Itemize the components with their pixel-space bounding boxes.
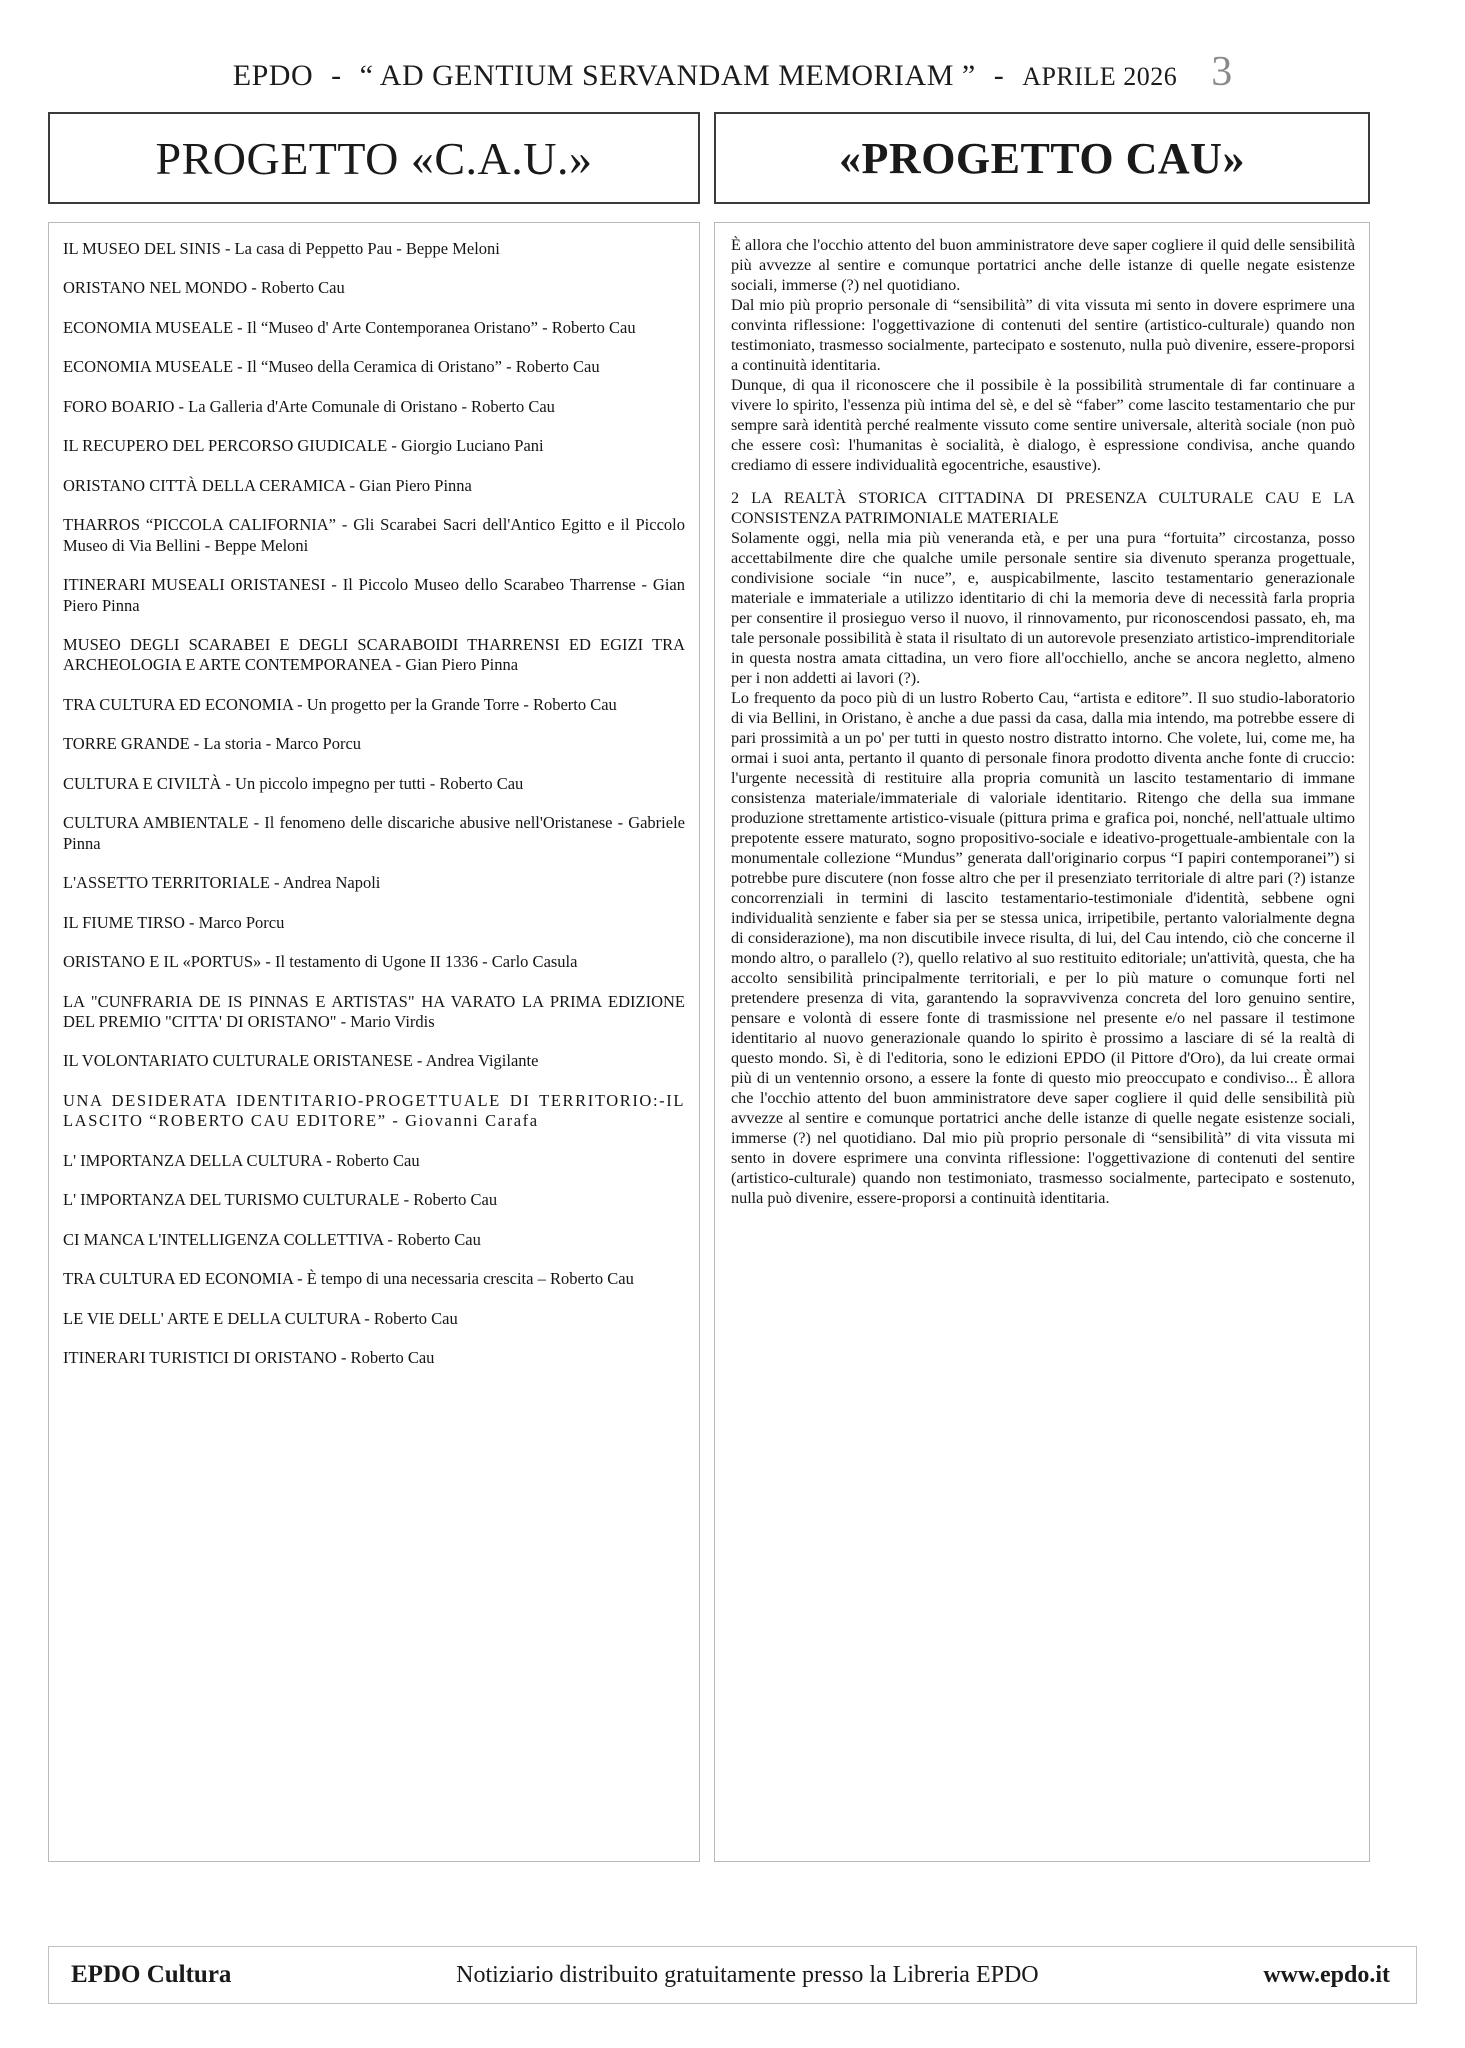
- list-item: IL RECUPERO DEL PERCORSO GIUDICALE - Giorgio Luciano Pani: [63, 436, 544, 456]
- list-item: LA "CUNFRARIA DE IS PINNAS E ARTISTAS" HA VARATO LA PRIMA EDIZIONE DEL PREMIO "CITTA' DI ORISTANO" - Mario Virdis: [63, 991, 685, 1031]
- masthead-dash-1: -: [331, 59, 342, 92]
- list-item: FORO BOARIO - La Galleria d'Arte Comunale di Oristano - Roberto Cau: [63, 396, 555, 416]
- article-paragraph: È allora che l'occhio attento del buon amministratore deve saper cogliere il quid delle sensibilità più avvezze al sentire e comunque portatrici anche delle istanze di quelle negate esistenze sociali, immerse (?) nel quotidiano.: [731, 236, 1355, 294]
- list-item: ECONOMIA MUSEALE - Il “Museo della Ceramica di Oristano” - Roberto Cau: [63, 357, 600, 377]
- title-box-left: [48, 112, 700, 204]
- list-item: ECONOMIA MUSEALE - Il “Museo d' Arte Contemporanea Oristano” - Roberto Cau: [63, 317, 636, 337]
- table-of-contents-column: [48, 222, 700, 1862]
- article-paragraph: Dunque, di qua il riconoscere che il possibile è la possibilità strumentale di far continuare a vivere lo spirito, l'essenza più intima del sè, e del sè “faber” come lascito testamentario che pur sempre sarà identità perché realmente vissuto come sentire universale, alterità sociale (non può che essere così: l'humanitas è socialità, è dialogo, è espressione condivisa, anche quando crediamo di essere individualità egocentriche, esaustive).: [731, 376, 1355, 474]
- page-number: 3: [1211, 49, 1233, 95]
- title-right-text: «PROGETTO CAU»: [839, 133, 1245, 183]
- list-item: MUSEO DEGLI SCARABEI E DEGLI SCARABOIDI THARRENSI ED EGIZI TRA ARCHEOLOGIA E ARTE CONTEMPORANEA - Gian Piero Pinna: [63, 634, 685, 675]
- list-item: TRA CULTURA ED ECONOMIA - È tempo di una necessaria crescita – Roberto Cau: [63, 1269, 634, 1289]
- list-item: CULTURA AMBIENTALE - Il fenomeno delle discariche abusive nell'Oristanese - Gabriele Pinna: [63, 813, 685, 853]
- title-left-text: PROGETTO «C.A.U.»: [155, 132, 593, 184]
- list-item: THARROS “PICCOLA CALIFORNIA” - Gli Scarabei Sacri dell'Antico Egitto e il Piccolo Museo di Via Bellini - Beppe Meloni: [63, 515, 685, 555]
- list-item: L'ASSETTO TERRITORIALE - Andrea Napoli: [63, 873, 381, 893]
- article-paragraph: Dal mio più proprio personale di “sensibilità” di vita vissuta mi sento in dovere esprimere una convinta riflessione: l'oggettivazione di contenuti del sentire (artistico-culturale) quando non testimoniato, trasmesso socialmente, partecipato e sostenuto, nulla può divenire, essere-proporsi a continuità identitaria.: [731, 296, 1355, 374]
- article-paragraph: Solamente oggi, nella mia più veneranda età, e per una pura “fortuita” circostanza, posso accettabilmente dire che qualche umile personale sentire sia divenuto speranza progettuale, condivisione sociale “in nuce”, e, auspicabilmente, lascito testamentario generazionale materiale e immateriale a utilizzo identitario di chi la memoria deve di necessità farla propria per consentire il prosieguo verso il nuovo, il rinnovamento, pur riconoscendosi passato, eh, ma tale personale possibilità è stata il risultato di un autorevole presenziato artistico-imprenditoriale in questa nostra amata cittadina, un vero fiore all'occhiello, anche se ancora negletto, almeno per i non addetti ai lavori (?).: [731, 529, 1355, 687]
- list-item: TRA CULTURA ED ECONOMIA - Un progetto per la Grande Torre - Roberto Cau: [63, 694, 617, 714]
- footer-brand: EPDO Cultura: [71, 1961, 232, 1988]
- list-item: ITINERARI MUSEALI ORISTANESI - Il Piccolo Museo dello Scarabeo Tharrense - Gian Piero Pinna: [63, 575, 685, 615]
- article-section-heading: 2 LA REALTÀ STORICA CITTADINA DI PRESENZA CULTURALE CAU E LA CONSISTENZA PATRIMONIALE MATERIALE: [731, 489, 1355, 527]
- list-item: TORRE GRANDE - La storia - Marco Porcu: [63, 734, 362, 754]
- masthead: [0, 0, 1465, 106]
- footer-description: Notiziario distribuito gratuitamente presso la Libreria EPDO: [456, 1961, 1039, 1988]
- page-footer: [48, 1946, 1417, 2004]
- content-columns: [0, 222, 1465, 1862]
- list-item: UNA DESIDERATA IDENTITARIO-PROGETTUALE DI TERRITORIO:-IL LASCITO “ROBERTO CAU EDITORE” - Giovanni Carafa: [63, 1090, 685, 1131]
- title-row: [0, 112, 1465, 204]
- masthead-publication: EPDO: [232, 59, 314, 92]
- list-item: L' IMPORTANZA DEL TURISMO CULTURALE - Roberto Cau: [63, 1190, 498, 1210]
- masthead-motto: “ AD GENTIUM SERVANDAM MEMORIAM ”: [359, 59, 976, 92]
- title-box-right: [714, 112, 1370, 204]
- footer-website[interactable]: www.epdo.it: [1263, 1961, 1390, 1988]
- list-item: IL VOLONTARIATO CULTURALE ORISTANESE - Andrea Vigilante: [63, 1051, 539, 1071]
- list-item: ORISTANO E IL «PORTUS» - Il testamento di Ugone II 1336 - Carlo Casula: [63, 952, 578, 972]
- list-item: CULTURA E CIVILTÀ - Un piccolo impegno per tutti - Roberto Cau: [63, 773, 524, 793]
- list-item: ORISTANO CITTÀ DELLA CERAMICA - Gian Piero Pinna: [63, 475, 472, 495]
- list-item: LE VIE DELL' ARTE E DELLA CULTURA - Roberto Cau: [63, 1308, 458, 1328]
- list-item: L' IMPORTANZA DELLA CULTURA - Roberto Cau: [63, 1150, 420, 1170]
- article-column: [714, 222, 1370, 1862]
- article-paragraph: Lo frequento da poco più di un lustro Roberto Cau, “artista e editore”. Il suo studio-laboratorio di via Bellini, in Oristano, è anche a due passi da casa, dalla mia intendo, ma potrebbe essere di pari prossimità a un po' per tutti in questo nostro distratto intorno. Che volete, lui, come me, ha ormai i suoi anta, pertanto il quanto di personale finora prodotto diventa anche fonte di cruccio: l'urgente necessità di restituire alla propria comunità un lascito testamentario di immane consistenza materiale/immateriale di valoriale identitario. Ritengo che della sua immane produzione strettamente artistico-visuale (pittura prima e grafica poi, nonché, nell'attuale ultimo prepotente essere maturato, sogno propositivo-sociale e ideativo-progettuale-ambientale con la monumentale collezione “Mundus” generata dall'originario corpus “I papiri contemporanei”) si potrebbe pure discutere (non fosse altro che per il presenziato territoriale di altre pari (?) istanze concorrenziali in termini di lascito testamentario-testimoniale d'identità, sebbene ogni individualità senziente e faber sia per se stessa unica, irripetibile, pertanto valorialmente degna di considerazione), ma non discutibile invece risulta, di lui, del Cau intendo, ciò che concerne il mondo altro, o parallelo (?), quello relativo al suo restituito editoriale; un'attività, questa, che ha accolto sensibilità principalmente territoriali, e per lo più mature o comunque forti nel pretendere presenza di vita, garantendo la sopravvivenza concreta del loro genuino sentire, pensare e volontà di essere fonte di trasmissione nel presente e/o nel passare il testimone identitario al nuovo generazionale quando lo spirito è prossimo a lasciare di sé la realtà di questo mondo. Sì, è di l'editoria, sono le edizioni EPDO (il Pittore d'Oro), da lui create ormai più di un ventennio orsono, a essere la fonte di questo mio preoccupato e condiviso... È allora che l'occhio attento del buon amministratore deve saper cogliere il quid delle sensibilità più avvezze al sentire e comunque portatrici anche delle istanze di quelle negate esistenze sociali, immerse (?) nel quotidiano. Dal mio più proprio personale di “sensibilità” di vita vissuta mi sento in dovere esprimere una convinta riflessione: l'oggettivazione di contenuti del sentire (artistico-culturale) quando non testimoniato, trasmesso socialmente, partecipato e sostenuto, nulla può divenire, essere-proporsi a continuità identitaria.: [731, 689, 1355, 1207]
- list-item: IL MUSEO DEL SINIS - La casa di Peppetto Pau - Beppe Meloni: [63, 239, 500, 258]
- list-item: ITINERARI TURISTICI DI ORISTANO - Roberto Cau: [63, 1348, 435, 1368]
- list-item: IL FIUME TIRSO - Marco Porcu: [63, 912, 285, 932]
- masthead-title: [233, 59, 1177, 93]
- list-item: ORISTANO NEL MONDO - Roberto Cau: [63, 278, 345, 298]
- masthead-issue-date: APRILE 2026: [1022, 62, 1178, 91]
- masthead-dash-2: -: [993, 59, 1005, 92]
- list-item: CI MANCA L'INTELLIGENZA COLLETTIVA - Roberto Cau: [63, 1229, 481, 1249]
